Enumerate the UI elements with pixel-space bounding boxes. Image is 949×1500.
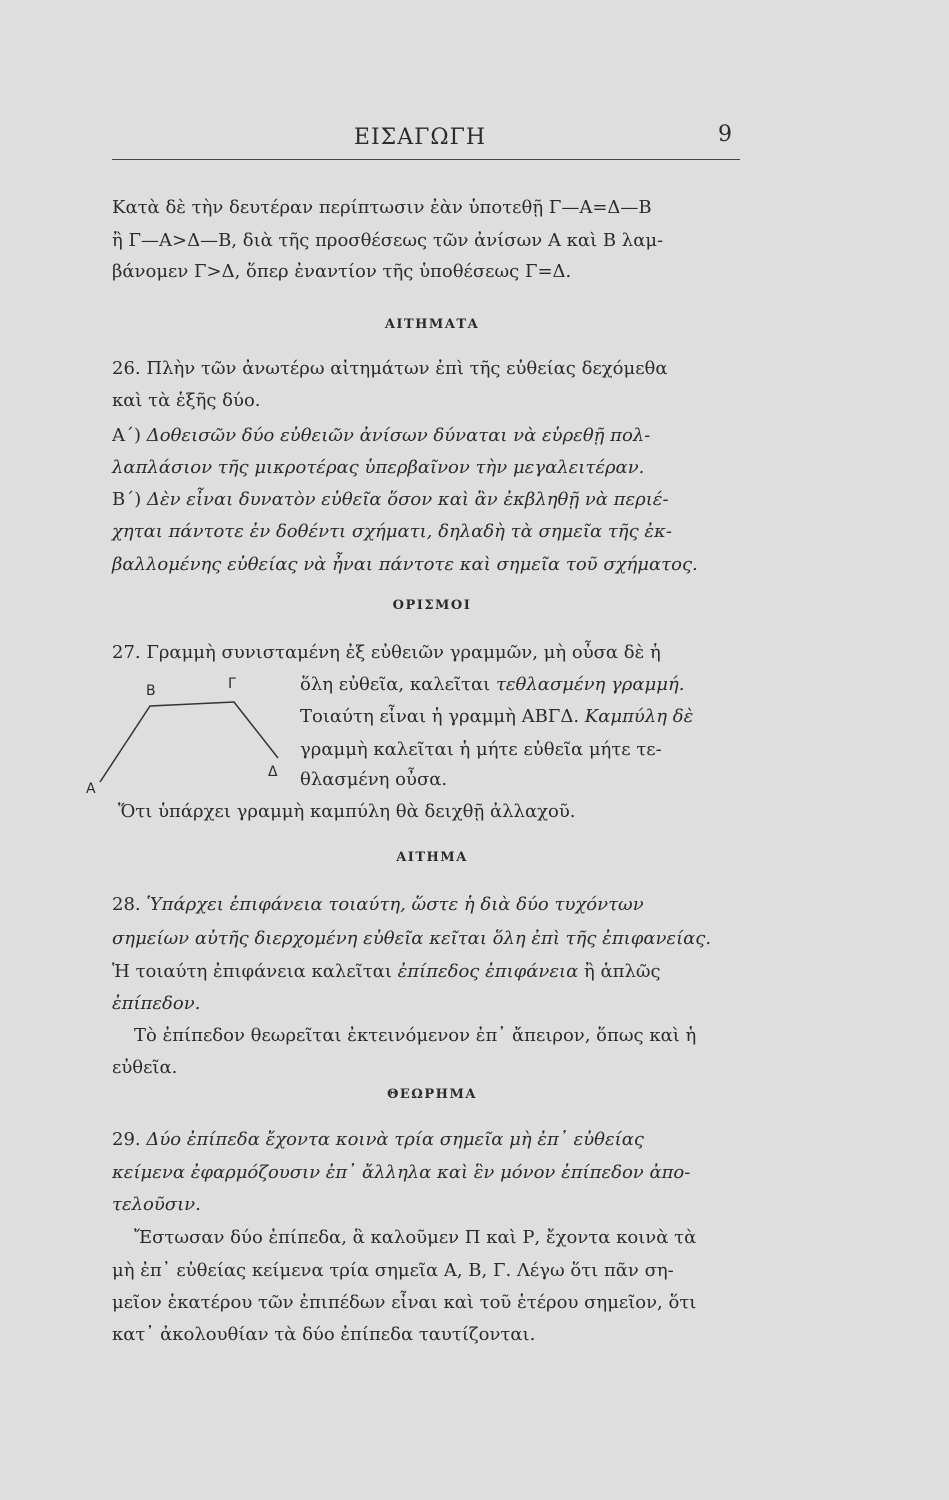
term-plane-surface: ἐπίπεδος ἐπιφάνεια [397,961,579,982]
para-29-line-6: μεῖον ἑκατέρου τῶν ἐπιπέδων εἶναι καὶ τοῦ ἑτέρου σημεῖον, ὅτι [112,1292,697,1313]
para-29-line-2: κείμενα ἐφαρμόζουσιν ἐπ᾽ ἄλληλα καὶ ἓν μόνον ἐπίπεδον ἀπο- [112,1162,691,1183]
broken-line-svg [86,670,286,800]
intro-line-1: Κατὰ δὲ τὴν δευτέραν περίπτωσιν ἐὰν ὑποτεθῇ Γ—Α=Δ—Β [112,197,652,218]
para-29-line-4: Ἔστωσαν δύο ἐπίπεδα, ἃ καλοῦμεν Π καὶ Ρ, ἔχοντα κοινὰ τὰ [134,1227,697,1248]
para-28-line-3-text: Ἡ τοιαύτη ἐπιφάνεια καλεῖται [112,961,398,982]
page-number: 9 [718,122,732,147]
para-29-line-5: μὴ ἐπ᾽ εὐθείας κείμενα τρία σημεῖα Α, Β, Γ. Λέγω ὅτι πᾶν ση- [112,1260,674,1281]
figure-label-d: Δ [268,764,278,780]
para-29-number: 29. [112,1129,147,1150]
para-28-number: 28. [112,894,147,915]
section-heading-theorem: ΘΕΩΡΗΜΑ [387,1087,477,1102]
para-28-line-3-end: ἢ ἁπλῶς [578,961,661,982]
figure-label-g: Γ [228,676,236,692]
postulate-b-text: Δὲν εἶναι δυνατὸν εὐθεῖα ὅσον καὶ ἂν ἐκβληθῇ νὰ περιέ- [146,489,669,510]
para-27-line-6: Ὅτι ὑπάρχει γραμμὴ καμπύλη θὰ δειχθῇ ἀλλαχοῦ. [118,801,576,822]
para-27-line-2-text: ὅλη εὐθεῖα, καλεῖται [300,674,496,695]
para-27-line-1: 27. Γραμμὴ συνισταμένη ἐξ εὐθειῶν γραμμῶν, μὴ οὖσα δὲ ἡ [112,642,661,663]
postulate-b-line-1 [112,488,752,512]
para-28-line-5: Τὸ ἐπίπεδον θεωρεῖται ἐκτεινόμενον ἐπ᾽ ἄπειρον, ὅπως καὶ ἡ [134,1025,697,1046]
postulate-a-text: Δοθεισῶν δύο εὐθειῶν ἀνίσων δύναται νὰ εὑρεθῇ πολ- [146,425,651,446]
para-28-line-4: ἐπίπεδον. [112,993,201,1014]
postulate-b-line-2: χηται πάντοτε ἐν δοθέντι σχήματι, δηλαδὴ τὰ σημεῖα τῆς ἐκ- [112,521,672,542]
term-broken-line: τεθλασμένη γραμμή. [495,674,685,695]
postulate-a-line-1 [112,424,752,448]
para-28-line-6: εὐθεῖα. [112,1057,178,1078]
para-28-line-3 [112,960,752,984]
figure-label-b: Β [146,683,156,699]
para-28-text: Ὑπάρχει ἐπιφάνεια τοιαύτη, ὥστε ἡ διὰ δύο τυχόντων [146,894,644,915]
intro-line-3: βάνομεν Γ>Δ, ὅπερ ἐναντίον τῆς ὑποθέσεως Γ=Δ. [112,261,572,282]
postulate-a-label: Α΄) [112,425,147,446]
para-28-line-1 [112,893,752,917]
para-27-line-2 [300,673,760,697]
para-29-text: Δύο ἐπίπεδα ἔχοντα κοινὰ τρία σημεῖα μὴ ἐπ᾽ εὐθείας [146,1129,644,1150]
para-29-line-7: κατ᾽ ἀκολουθίαν τὰ δύο ἐπίπεδα ταυτίζονται. [112,1324,536,1345]
running-header-title: ΕΙΣΑΓΩΓΗ [353,125,487,150]
postulate-a-line-2: λαπλάσιον τῆς μικροτέρας ὑπερβαῖνον τὴν μεγαλειτέραν. [112,457,645,478]
section-heading-postulate: ΑΙΤΗΜΑ [396,850,468,865]
para-29-line-1 [112,1128,752,1152]
para-29-line-3: τελοῦσιν. [112,1194,201,1215]
section-heading-postulates: ΑΙΤΗΜΑΤΑ [384,317,480,332]
para-26-line-2: καὶ τὰ ἑξῆς δύο. [112,390,261,411]
para-27-line-4: γραμμὴ καλεῖται ἡ μήτε εὐθεῖα μήτε τε- [300,739,662,760]
para-26-line-1: 26. Πλὴν τῶν ἀνωτέρω αἰτημάτων ἐπὶ τῆς εὐθείας δεχόμεθα [112,358,668,379]
postulate-b-label: Β΄) [112,489,147,510]
figure-label-a: Α [86,781,96,797]
para-27-line-5: θλασμένη οὖσα. [300,769,448,790]
intro-line-2: ἢ Γ—Α>Δ—Β, διὰ τῆς προσθέσεως τῶν ἀνίσων Α καὶ Β λαμ- [112,230,664,251]
para-28-line-2: σημείων αὐτῆς διερχομένη εὐθεῖα κεῖται ὅλη ἐπὶ τῆς ἐπιφανείας. [112,928,712,949]
term-curve: Καμπύλη δὲ [584,706,694,727]
para-27-line-3 [300,705,760,729]
postulate-b-line-3: βαλλομένης εὐθείας νὰ ἦναι πάντοτε καὶ σημεῖα τοῦ σχήματος. [112,554,698,575]
section-heading-definitions: ΟΡΙΣΜΟΙ [392,598,472,613]
para-27-line-3-text: Τοιαύτη εἶναι ἡ γραμμὴ ΑΒΓΔ. [300,706,585,727]
broken-line-abgd [100,702,278,782]
header-rule [112,159,740,160]
broken-line-figure [86,670,286,800]
